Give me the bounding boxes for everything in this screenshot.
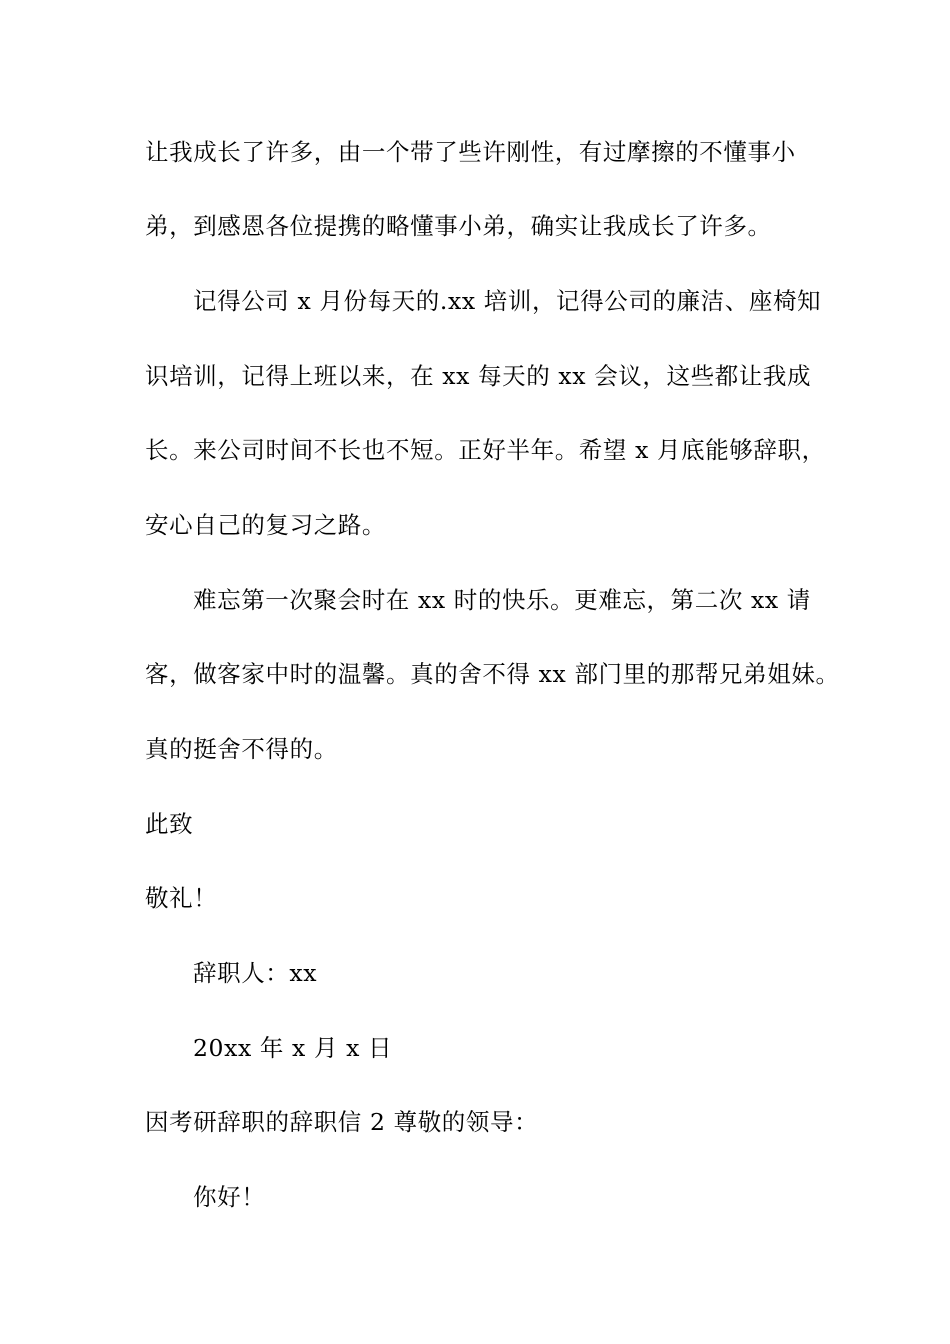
paragraph-line: 真的挺舍不得的。 bbox=[145, 735, 338, 763]
paragraph-line: 记得公司 x 月份每天的.xx 培训，记得公司的廉洁、座椅知 bbox=[193, 287, 822, 315]
signature-name: 辞职人：xx bbox=[193, 959, 318, 987]
section-heading: 因考研辞职的辞职信 2 尊敬的领导： bbox=[145, 1108, 539, 1136]
paragraph-line: 客，做客家中时的温馨。真的舍不得 xx 部门里的那帮兄弟姐妹。 bbox=[145, 660, 840, 688]
paragraph-line: 让我成长了许多，由一个带了些许刚性，有过摩擦的不懂事小 bbox=[145, 138, 796, 166]
paragraph-line: 识培训，记得上班以来，在 xx 每天的 xx 会议，这些都让我成 bbox=[145, 362, 812, 390]
paragraph-line: 弟，到感恩各位提携的略懂事小弟，确实让我成长了许多。 bbox=[145, 212, 772, 240]
paragraph-line: 安心自己的复习之路。 bbox=[145, 511, 386, 539]
paragraph-line: 长。来公司时间不长也不短。正好半年。希望 x 月底能够辞职， bbox=[145, 436, 826, 464]
closing-regards: 敬礼！ bbox=[145, 884, 218, 912]
signature-date: 20xx 年 x 月 x 日 bbox=[193, 1034, 393, 1062]
closing-salutation: 此致 bbox=[145, 810, 194, 838]
greeting-line: 你好！ bbox=[193, 1183, 266, 1211]
paragraph-line: 难忘第一次聚会时在 xx 时的快乐。更难忘，第二次 xx 请 bbox=[193, 586, 811, 614]
